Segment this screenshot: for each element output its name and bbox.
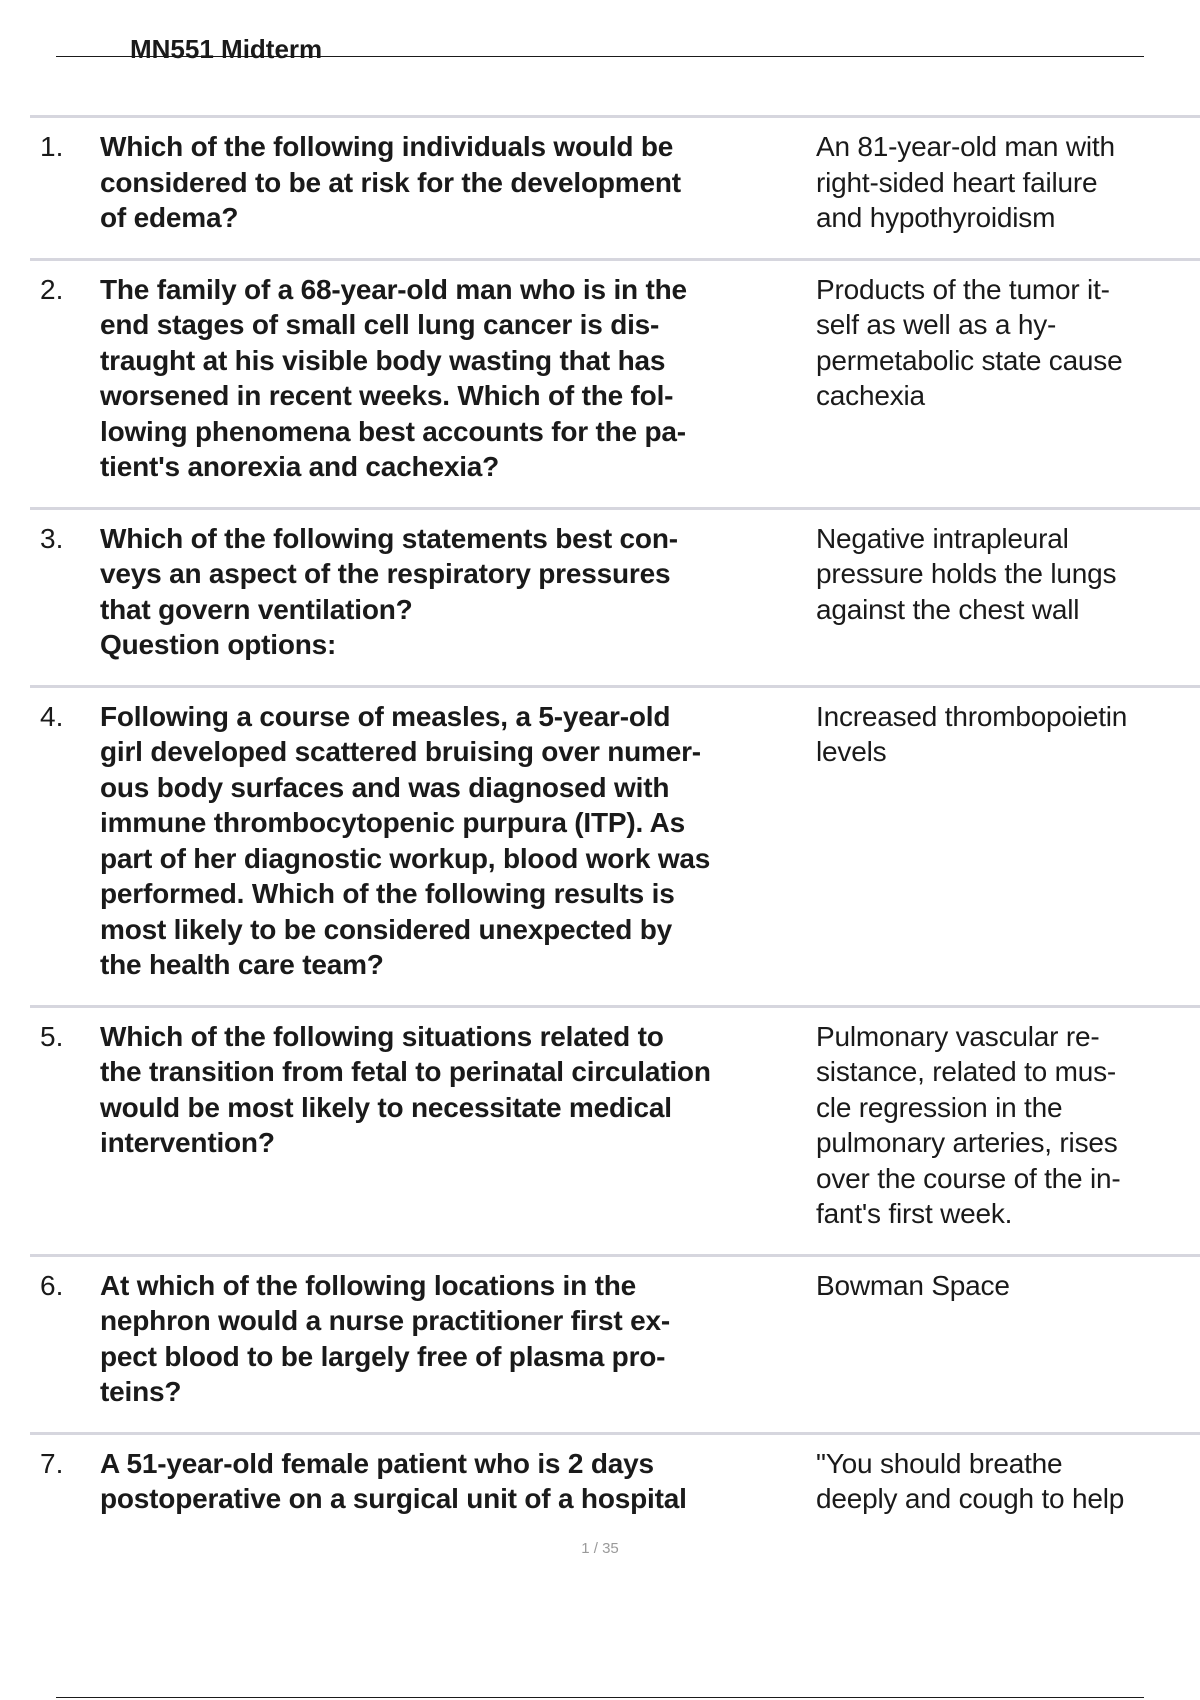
question-line: ous body surfaces and was diagnosed with (100, 771, 670, 803)
question-line: Which of the following statements best con- (100, 522, 678, 554)
answer-line: cachexia (816, 380, 925, 411)
question-line: A 51-year-old female patient who is 2 days (100, 1447, 654, 1479)
answer-line: Pulmonary vascular re- (816, 1020, 1100, 1052)
answer-line: "You should breathe (816, 1447, 1063, 1479)
answer-text (810, 1446, 1200, 1517)
question-line: postoperative on a surgical unit of a hospital (100, 1483, 687, 1514)
question-line: the transition from fetal to perinatal circulation (100, 1056, 711, 1087)
question-line: traught at his visible body wasting that has (100, 344, 666, 376)
answer-line: self as well as a hy- (816, 309, 1057, 340)
qa-row-7 (30, 1432, 1200, 1539)
question-line: part of her diagnostic workup, blood work was (100, 842, 711, 874)
answer-text (810, 699, 1200, 983)
question-line: pect blood to be largely free of plasma pro- (100, 1340, 666, 1372)
document-title: MN551 Midterm (130, 34, 323, 64)
question-line: Which of the following individuals would be (100, 131, 674, 162)
qa-row-2 (30, 258, 1200, 507)
qa-row-5 (30, 1005, 1200, 1254)
question-line: tient's anorexia and cachexia? (100, 451, 500, 482)
answer-line: right-sided heart failure (816, 166, 1098, 198)
answer-line: deeply and cough to help (816, 1483, 1125, 1514)
question-line: Following a course of measles, a 5-year-old (100, 700, 671, 732)
question-text (100, 129, 810, 236)
question-line: of edema? (100, 202, 239, 233)
answer-line: cle regression in the (816, 1091, 1063, 1123)
qa-row-3 (30, 507, 1200, 685)
question-line: worsened in recent weeks. Which of the fol- (100, 380, 674, 411)
question-line: Question options: (100, 629, 337, 660)
answer-line: and hypothyroidism (816, 202, 1056, 233)
question-text (100, 521, 810, 663)
answer-line: Negative intrapleural (816, 522, 1069, 554)
question-text (100, 699, 810, 983)
question-text (100, 1268, 810, 1410)
question-line: The family of a 68-year-old man who is in the (100, 273, 687, 305)
question-line: nephron would a nurse practitioner first ex- (100, 1305, 670, 1336)
answer-line: Increased thrombopoietin (816, 700, 1128, 732)
question-number: 2. (40, 273, 64, 305)
question-line: girl developed scattered bruising over numer- (100, 736, 701, 767)
answer-line: pressure holds the lungs (816, 558, 1117, 589)
answer-line: An 81-year-old man with (816, 131, 1115, 162)
question-line: teins? (100, 1376, 182, 1407)
page-header (56, 30, 1144, 64)
question-number: 5. (40, 1020, 64, 1052)
answer-text (810, 129, 1200, 236)
question-line: intervention? (100, 1127, 275, 1158)
answer-line: against the chest wall (816, 593, 1080, 625)
question-number: 6. (40, 1269, 64, 1301)
question-line: veys an aspect of the respiratory pressures (100, 558, 671, 589)
qa-row-4 (30, 685, 1200, 1005)
footer-rule (56, 1697, 1144, 1698)
question-line: most likely to be considered unexpected by (100, 913, 672, 945)
question-text (100, 1446, 810, 1517)
answer-line: over the course of the in- (816, 1162, 1121, 1194)
answer-text (810, 521, 1200, 663)
question-line: lowing phenomena best accounts for the pa- (100, 415, 686, 447)
page-number: 1 / 35 (581, 1540, 619, 1557)
answer-line: permetabolic state cause (816, 344, 1123, 376)
question-number: 7. (40, 1447, 64, 1479)
question-line: the health care team? (100, 949, 384, 980)
question-line: immune thrombocytopenic purpura (ITP). As (100, 807, 686, 838)
question-line: end stages of small cell lung cancer is dis- (100, 309, 660, 340)
question-number: 3. (40, 522, 64, 554)
question-line: performed. Which of the following results is (100, 878, 675, 909)
answer-line: sistance, related to mus- (816, 1056, 1117, 1087)
question-line: considered to be at risk for the development (100, 166, 681, 198)
answer-line: pulmonary arteries, rises (816, 1127, 1118, 1158)
question-line: Which of the following situations related to (100, 1020, 664, 1052)
question-line: would be most likely to necessitate medical (100, 1091, 672, 1123)
question-text (100, 272, 810, 485)
qa-row-6 (30, 1254, 1200, 1432)
question-number: 1. (40, 131, 64, 162)
question-line: that govern ventilation? (100, 593, 413, 625)
question-line: At which of the following locations in the (100, 1269, 637, 1301)
question-text (100, 1019, 810, 1232)
answer-text (810, 1019, 1200, 1232)
answer-line: Bowman Space (816, 1269, 1010, 1301)
qa-row-1 (30, 115, 1200, 258)
answer-text (810, 272, 1200, 485)
answer-line: levels (816, 736, 887, 767)
answer-line: Products of the tumor it- (816, 273, 1110, 305)
qa-table (30, 115, 1200, 1514)
answer-text (810, 1268, 1200, 1410)
question-number: 4. (40, 700, 64, 732)
answer-line: fant's first week. (816, 1198, 1013, 1229)
